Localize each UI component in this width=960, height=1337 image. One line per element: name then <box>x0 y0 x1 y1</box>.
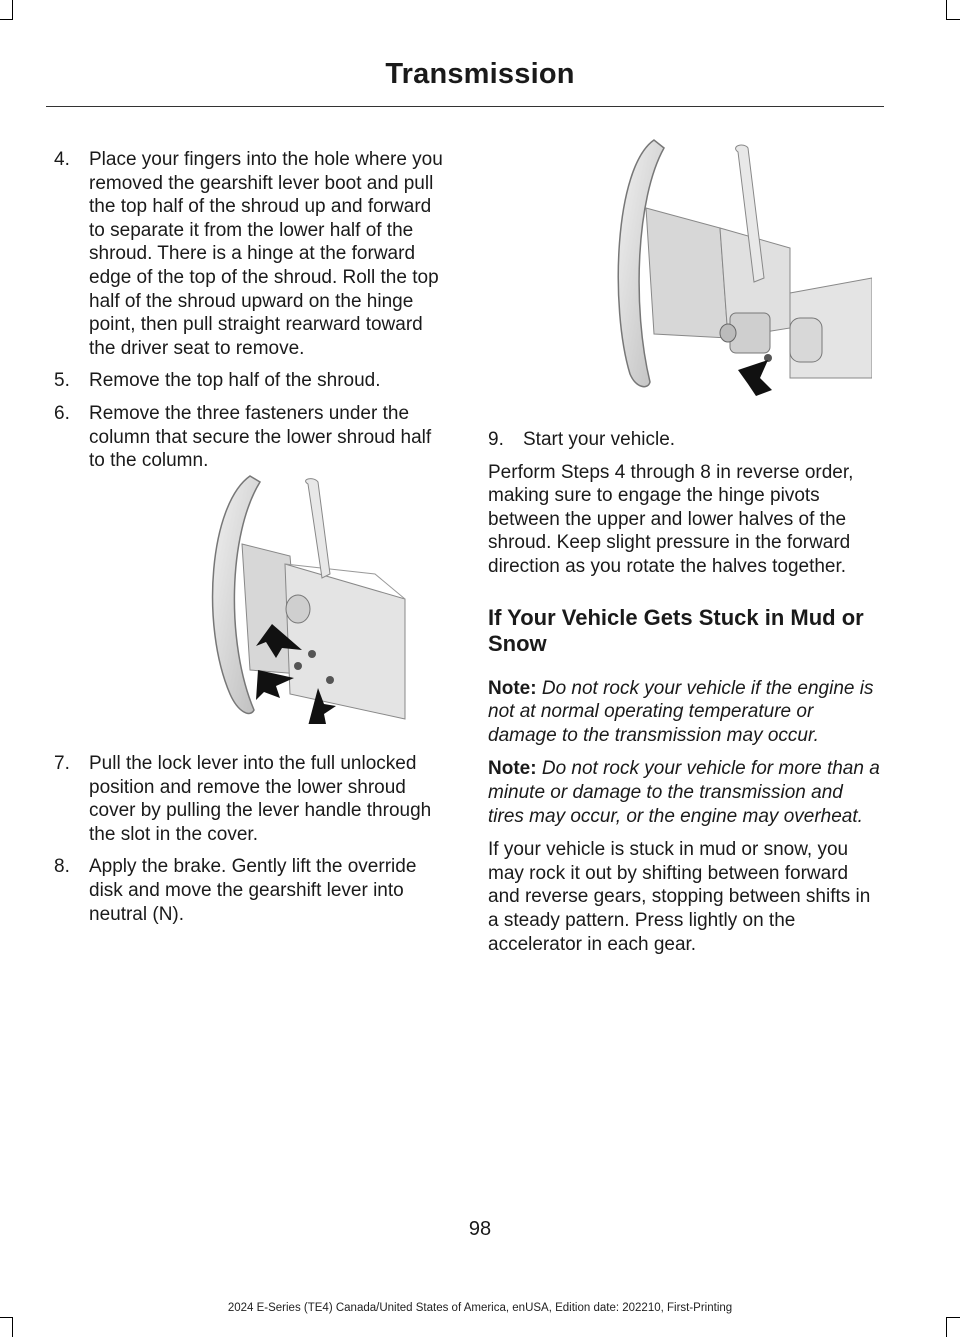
step-text: Start your vehicle. <box>523 429 676 450</box>
step-text: Pull the lock lever into the full unlocked position and remove the lower shroud cover by pulling the lever handle through the slot in the cover. <box>89 753 432 845</box>
step-number: 9. <box>488 429 504 450</box>
crop-mark <box>12 0 13 20</box>
page-title: Transmission <box>385 58 575 90</box>
left-column-lower <box>54 752 449 935</box>
step-number: 4. <box>54 149 70 170</box>
step-text: Remove the top half of the shroud. <box>89 370 381 392</box>
note-text: Do not rock your vehicle if the engine is not at normal operating temperature or damage to the transmission may occur. <box>488 677 874 746</box>
header-divider <box>46 106 884 107</box>
crop-mark <box>946 19 960 20</box>
step-item <box>54 752 449 846</box>
note <box>488 757 880 828</box>
crop-mark <box>12 1317 13 1337</box>
page-number: 98 <box>468 1218 492 1240</box>
step-item <box>54 148 449 360</box>
step-number: 7. <box>54 753 70 774</box>
steering-column-lock-lever-illustration <box>610 138 872 400</box>
step-item <box>54 369 449 393</box>
step-text: Apply the brake. Gently lift the override disk and move the gearshift lever into neutral (N). <box>89 856 417 925</box>
footer-text: 2024 E-Series (TE4) Canada/United States of America, enUSA, Edition date: 202210, First-Printing <box>227 1302 733 1314</box>
step-item <box>54 855 449 926</box>
note-label: Note: <box>488 758 537 780</box>
note <box>488 677 880 748</box>
crop-mark <box>946 1317 960 1318</box>
left-column <box>54 148 449 482</box>
note-label: Note: <box>488 677 537 699</box>
step-item <box>54 402 449 473</box>
note-text: Do not rock your vehicle for more than a minute or damage to the transmission and tires may occur, or the engine may overheat. <box>488 758 880 827</box>
steering-column-fasteners-illustration <box>190 474 410 724</box>
step-text: Place your fingers into the hole where you removed the gearshift lever boot and pull the top half of the shroud up and forward to separate it from the lower half of the shroud. There is a hinge at the forward edge of the top of the shroud. Roll the top half of the shroud upward on the hinge point, then pull straight rearward toward the driver seat to remove. <box>89 149 443 359</box>
step-item <box>488 428 880 452</box>
step-text: Remove the three fasteners under the column that secure the lower shroud half to the column. <box>89 402 432 472</box>
step-number: 5. <box>54 370 70 392</box>
step-number: 6. <box>54 402 70 424</box>
section-heading: If Your Vehicle Gets Stuck in Mud or Snow <box>488 604 864 656</box>
crop-mark <box>0 19 13 20</box>
step-number: 8. <box>54 856 70 878</box>
crop-mark <box>0 1317 13 1318</box>
crop-mark <box>946 1317 947 1337</box>
paragraph: Perform Steps 4 through 8 in reverse order, making sure to engage the hinge pivots between the upper and lower halves of the shroud. Keep slight pressure in the forward direction as you rotate the halves together. <box>488 461 854 577</box>
right-column <box>488 428 880 966</box>
paragraph: If your vehicle is stuck in mud or snow, you may rock it out by shifting between forward and reverse gears, stopping between shifts in a steady pattern. Press lightly on the accelerator in each gear. <box>488 839 871 955</box>
crop-mark <box>946 0 947 20</box>
